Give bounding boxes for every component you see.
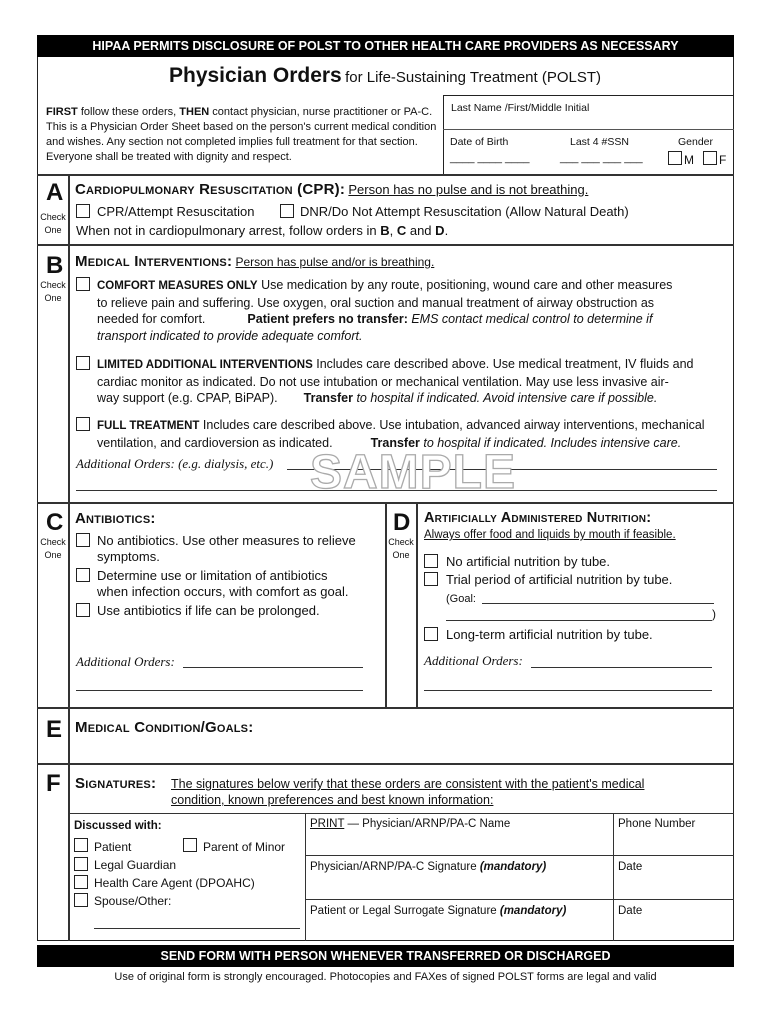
comfort-text-3: needed for comfort. [97,312,206,326]
dob-field[interactable]: ____ ____ ____ [450,152,530,164]
one-word: One [44,293,62,303]
patient-checkbox[interactable] [74,838,88,852]
footer-note: Use of original form is strongly encouraged. Photocopies and FAXes of signed POLST forms are legal and valid [114,971,657,983]
section-c-letter: C [46,509,64,536]
determine-antibiotics-label [97,568,348,600]
no-antibiotics-line-1: No antibiotics. Use other measures to relieve [97,533,356,548]
section-d-title: Artificially Administered Nutrition: [424,510,652,526]
dnr-checkbox[interactable] [280,204,294,218]
section-b-title: Medical Interventions: [75,253,233,270]
parent-of-minor-checkbox[interactable] [183,838,197,852]
section-a-title: Cardiopulmonary Resuscitation (CPR): [75,181,346,198]
section-d-additional-label: Additional Orders: [424,653,523,668]
physician-name-label [310,817,510,831]
determine-line-2: when infection occurs, with comfort as goal. [97,584,349,599]
no-nutrition-checkbox[interactable] [424,554,438,568]
check-word: Check [388,537,414,547]
comfort-text-2: to relieve pain and suffering. Use oxygen, oral suction and manual treatment of airway obstruction as [97,295,655,310]
one-word: One [392,550,410,560]
phys-sig-mandatory: (mandatory) [479,861,547,873]
section-b-top [37,244,734,246]
note-and: and [409,223,432,238]
section-a-subtitle: Person has no pulse and is not breathing. [348,182,589,197]
phone-number-label: Phone Number [618,818,696,830]
subtitle-line-2: condition, known preferences and best known information: [171,793,494,807]
check-word: Check [40,280,66,290]
send-form-banner: SEND FORM WITH PERSON WHENEVER TRANSFERRED OR DISCHARGED [37,945,734,967]
section-e-top [37,707,734,709]
check-one-d [386,536,416,562]
hipaa-banner: HIPAA PERMITS DISCLOSURE OF POLST TO OTHER HEALTH CARE PROVIDERS AS NECESSARY [37,35,734,57]
comfort-transfer: Patient prefers no transfer: [247,312,408,326]
section-b-additional-label: Additional Orders: (e.g. dialysis, etc.) [76,456,274,471]
physician-signature-label [310,860,546,874]
full-text-2: ventilation, and cardioversion as indicated. [97,435,333,450]
patient-date-label: Date [618,905,643,917]
limited-interventions-text [97,356,727,407]
section-f-title: Signatures: [75,775,157,792]
intro-part1: follow these orders, [77,106,180,118]
section-d-left-border [385,502,387,707]
trial-nutrition-label: Trial period of artificial nutrition by tube. [446,572,673,587]
section-a-letter: A [46,179,64,206]
comfort-measures-checkbox[interactable] [76,277,90,291]
section-b-title-row [75,253,434,270]
use-antibiotics-label: Use antibiotics if life can be prolonged. [97,603,320,618]
sample-watermark: SAMPLE [310,446,517,499]
goal-line-1[interactable] [482,603,714,604]
section-e-title: Medical Condition/Goals: [75,719,254,736]
goal-close: ) [712,607,716,621]
check-one-a [38,211,68,237]
spouse-other-checkbox[interactable] [74,893,88,907]
sig-grid-top [68,813,734,814]
patient-label: Patient [94,840,132,854]
long-term-nutrition-checkbox[interactable] [424,627,438,641]
note-d: D [435,223,445,238]
legal-guardian-label: Legal Guardian [94,858,177,872]
section-b-letter: B [46,252,64,279]
section-a-divider [68,174,70,244]
title-main: Physician Orders [168,64,342,87]
gender-label: Gender [678,136,714,148]
comfort-text-1: Use medication by any route, positioning, wound care and other measures [257,278,673,292]
comfort-line-3 [97,311,727,328]
patient-name-label: Last Name /First/Middle Initial [451,102,590,114]
section-e-letter: E [46,716,63,743]
check-one-b [38,279,68,305]
note-text: When not in cardiopulmonary arrest, follow orders in [76,223,381,238]
print-rest: — Physician/ARNP/PA-C Name [344,818,511,830]
use-antibiotics-checkbox[interactable] [76,603,90,617]
gender-female-checkbox[interactable] [703,151,717,165]
health-care-agent-checkbox[interactable] [74,875,88,889]
section-b-divider [68,244,70,502]
full-transfer-text: to hospital if indicated. Includes intensive care. [419,435,682,450]
section-d-additional-line-1[interactable] [531,667,712,668]
note-b: B [380,223,390,238]
determine-line-1: Determine use or limitation of antibiotics [97,568,328,583]
name-divider [443,129,734,130]
phys-sig-text: Physician/ARNP/PA-C Signature [310,861,480,873]
section-a-note: When not in cardiopulmonary arrest, follow orders in B, C and D. [76,223,449,238]
pt-sig-text: Patient or Legal Surrogate Signature [310,905,500,917]
no-antibiotics-checkbox[interactable] [76,533,90,547]
limited-line-1 [97,356,727,374]
comfort-transfer-text: EMS contact medical control to determine if [407,312,653,326]
section-d-subtitle: Always offer food and liquids by mouth if feasible. [424,529,676,541]
limited-head: LIMITED ADDITIONAL INTERVENTIONS [97,359,313,371]
long-term-nutrition-label: Long-term artificial nutrition by tube. [446,627,653,642]
gender-female-label: F [719,153,727,167]
check-word: Check [40,212,66,222]
section-c-divider [68,502,70,707]
full-treatment-checkbox[interactable] [76,417,90,431]
no-antibiotics-line-2: symptoms. [97,549,160,564]
section-c-additional-label: Additional Orders: [76,654,175,669]
limited-text-3: way support (e.g. CPAP, BiPAP). [97,391,278,405]
pt-sig-mandatory: (mandatory) [499,905,567,917]
comfort-head: COMFORT MEASURES ONLY [97,280,258,292]
no-nutrition-label: No artificial nutrition by tube. [446,554,611,569]
sig-grid-row-1 [305,855,734,856]
limited-line-3 [97,390,727,407]
spouse-other-label: Spouse/Other: [94,894,172,908]
goal-line-2[interactable] [446,620,712,621]
ssn-label: Last 4 #SSN [570,136,629,148]
physician-date-label: Date [618,861,643,873]
note-end: . [444,223,449,238]
full-text-1: Includes care described above. Use intubation, advanced airway interventions, mechanical [199,418,705,432]
section-a-title-row [75,181,588,198]
dnr-label: DNR/Do Not Attempt Resuscitation (Allow Natural Death) [300,204,629,219]
ssn-field[interactable]: ___ ___ ___ ___ [560,152,643,164]
sig-grid-mid [613,813,614,941]
one-word: One [44,225,62,235]
section-c-additional-line-1[interactable] [183,667,363,668]
sig-grid-left [305,813,306,941]
dob-label: Date of Birth [450,136,509,148]
intro-text [46,105,438,165]
gender-male-label: M [684,153,694,167]
page-title [40,64,730,88]
section-c-additional-line-2[interactable] [76,690,363,691]
title-sub: for Life-Sustaining Treatment (POLST) [345,69,602,86]
section-b-subtitle: Person has pulse and/or is breathing. [235,255,435,269]
section-f-subtitle [171,776,644,808]
legal-guardian-checkbox[interactable] [74,857,88,871]
print-word: PRINT [310,818,345,830]
comfort-line-1 [97,277,727,295]
comfort-measures-text [97,277,727,344]
section-f-top [37,763,734,765]
trial-nutrition-checkbox[interactable] [424,572,438,586]
section-d-letter: D [393,509,411,536]
limited-transfer-text: to hospital if indicated. Avoid intensive care if possible. [352,391,658,405]
check-word: Check [40,537,66,547]
cpr-checkbox[interactable] [76,204,90,218]
cpr-label: CPR/Attempt Resuscitation [97,204,255,219]
limited-text-2: cardiac monitor as indicated. Do not use intubation or mechanical ventilation. May use less invasive air- [97,374,669,389]
section-a-top [37,174,734,176]
limited-transfer: Transfer [303,391,353,405]
full-line-1 [97,417,727,435]
sig-grid-row-2 [305,899,734,900]
goal-label: (Goal: [446,593,476,605]
spouse-other-line[interactable] [94,928,300,929]
health-care-agent-label: Health Care Agent (DPOAHC) [94,876,255,890]
parent-of-minor-label: Parent of Minor [203,840,286,854]
intro-first: FIRST [46,106,78,118]
limited-text-1: Includes care described above. Use medical treatment, IV fluids and [312,357,694,371]
comfort-text-4: transport indicated to provide adequate comfort. [97,328,363,343]
intro-then: THEN [179,106,210,118]
gender-male-checkbox[interactable] [668,151,682,165]
section-d-additional-line-2[interactable] [424,690,712,691]
note-c: C [396,223,407,238]
limited-interventions-checkbox[interactable] [76,356,90,370]
intro-part2: contact physician, nurse practitioner or PA-C. This is a Physician Order Sheet based on the person's current medical condition and wishes. Any section not completed implies full treatment for that section. Everyone shall be treated with dignity and respect. [46,106,437,163]
section-c-title: Antibiotics: [75,510,156,527]
no-antibiotics-label [97,533,356,565]
one-word: One [44,550,62,560]
patient-signature-label [310,904,566,918]
discussed-with-label: Discussed with: [74,820,162,832]
section-d-divider [416,502,418,707]
determine-antibiotics-checkbox[interactable] [76,568,90,582]
medical-condition-field[interactable] [70,742,730,760]
check-one-c [38,536,68,562]
section-f-divider [68,763,70,941]
section-f-letter: F [46,770,61,797]
subtitle-line-1: The signatures below verify that these orders are consistent with the patient's medical [171,777,645,791]
full-transfer: Transfer [370,435,420,450]
full-head: FULL TREATMENT [97,420,200,432]
